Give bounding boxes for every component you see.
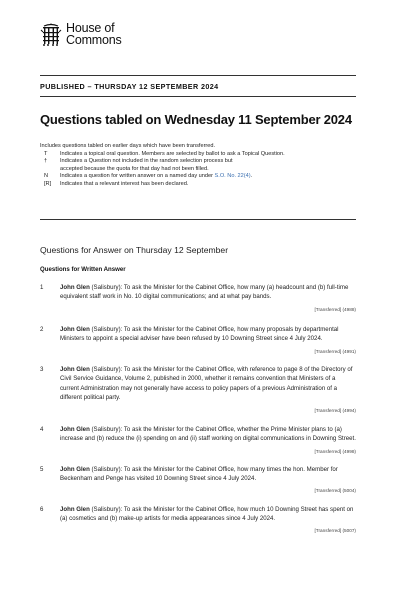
question-text: (Salisbury): To ask the Minister for the Cabinet Office, whether the Prime Minister plans to (a) increase and (b) reduce the (i) spending on and (ii) staff working on digital communications in Downing Street. bbox=[60, 426, 356, 443]
note-text-tail: . bbox=[250, 173, 253, 180]
member-name: John Glen bbox=[60, 284, 90, 291]
question-text: (Salisbury): To ask the Minister for the Cabinet Office, how much 10 Downing Street has spent on (a) cosmetics and (b) make-up artists for media appearances since 4 July 2024. bbox=[60, 506, 354, 523]
question-number: 2 bbox=[40, 326, 44, 333]
question-text: (Salisbury): To ask the Minister for the Cabinet Office, how many proposals by departmental Ministers to appoint a special adviser have been refused by 10 Downing Street since 4 July 2024. bbox=[60, 326, 339, 343]
question-item bbox=[40, 505, 356, 545]
question-text: (Salisbury): To ask the Minister for the Cabinet Office, how many (a) headcount and (b) full-time equivalent staff work in No. 10 digital communications; and at what pay bands. bbox=[60, 284, 349, 301]
question-item bbox=[40, 465, 356, 505]
question-reference: [Transferred] (4988) bbox=[314, 307, 356, 312]
logo-line-2: Commons bbox=[66, 33, 122, 47]
question-number: 6 bbox=[40, 506, 44, 513]
question-body bbox=[60, 365, 356, 403]
question-body bbox=[60, 505, 356, 524]
question-item bbox=[40, 325, 356, 365]
published-rule bbox=[40, 96, 356, 97]
member-name: John Glen bbox=[60, 326, 90, 333]
question-number: 3 bbox=[40, 366, 44, 373]
top-rule bbox=[40, 75, 356, 76]
question-item bbox=[40, 365, 356, 425]
question-number: 1 bbox=[40, 284, 44, 291]
note-symbol: [R] bbox=[44, 180, 52, 187]
question-text: (Salisbury): To ask the Minister for the Cabinet Office, how many times the hon. Member for Beckenham and Penge has visited 10 Downing Street since 4 July 2024. bbox=[60, 466, 338, 483]
question-reference: [Transferred] (5004) bbox=[314, 488, 356, 493]
note-text-main: Indicates a question for written answer on a named day under bbox=[60, 173, 215, 180]
question-number: 4 bbox=[40, 426, 44, 433]
question-reference: [Transferred] (5007) bbox=[314, 528, 356, 533]
member-name: John Glen bbox=[60, 366, 90, 373]
note-symbol: † bbox=[44, 158, 48, 165]
published-date: PUBLISHED – THURSDAY 12 SEPTEMBER 2024 bbox=[40, 82, 219, 91]
member-name: John Glen bbox=[60, 466, 90, 473]
note-text: Indicates a Question not included in the random selection process but accepted because the quota for that day had not been filled. bbox=[60, 158, 233, 172]
notes-rule bbox=[40, 219, 356, 220]
house-of-commons-logo bbox=[40, 22, 122, 48]
question-body bbox=[60, 425, 356, 444]
question-reference: [Transferred] (4998) bbox=[314, 449, 356, 454]
logo-text bbox=[66, 22, 122, 46]
standing-order-link[interactable]: S.O. No. 22(4) bbox=[214, 173, 251, 180]
page-title: Questions tabled on Wednesday 11 September 2024 bbox=[40, 112, 352, 127]
note-row bbox=[40, 158, 360, 173]
section-subtitle: Questions for Written Answer bbox=[40, 266, 126, 273]
note-symbol: T bbox=[44, 150, 48, 157]
notes-intro: Includes questions tabled on earlier days which have been transferred. bbox=[40, 143, 216, 149]
question-item bbox=[40, 283, 356, 325]
question-body bbox=[60, 283, 356, 302]
question-body bbox=[60, 325, 356, 344]
member-name: John Glen bbox=[60, 506, 90, 513]
note-text: Indicates that a relevant interest has been declared. bbox=[60, 180, 189, 187]
question-reference: [Transferred] (4991) bbox=[314, 349, 356, 354]
question-number: 5 bbox=[40, 466, 44, 473]
notes-block bbox=[40, 143, 360, 189]
note-row bbox=[40, 173, 360, 181]
logo-line-1: House of bbox=[66, 21, 115, 35]
note-symbol: N bbox=[44, 173, 49, 180]
portcullis-icon bbox=[40, 22, 62, 48]
question-text: (Salisbury): To ask the Minister for the Cabinet Office, with reference to page 8 of the Directory of Civil Service Guidance, Volume 2, published in 2000, whether it remains convention that Ministers of a current Administration may not generally have access to policy papers of a previous Administration of a different political party. bbox=[60, 366, 353, 402]
note-row bbox=[40, 181, 360, 189]
section-title: Questions for Answer on Thursday 12 September bbox=[40, 245, 229, 255]
question-item bbox=[40, 425, 356, 465]
question-body bbox=[60, 465, 356, 484]
note-row bbox=[40, 151, 360, 159]
questions-list bbox=[40, 283, 356, 545]
note-text bbox=[60, 173, 360, 181]
question-reference: [Transferred] (4994) bbox=[314, 408, 356, 413]
member-name: John Glen bbox=[60, 426, 90, 433]
note-text: Indicates a topical oral question. Members are selected by ballot to ask a Topical Question. bbox=[60, 150, 285, 157]
